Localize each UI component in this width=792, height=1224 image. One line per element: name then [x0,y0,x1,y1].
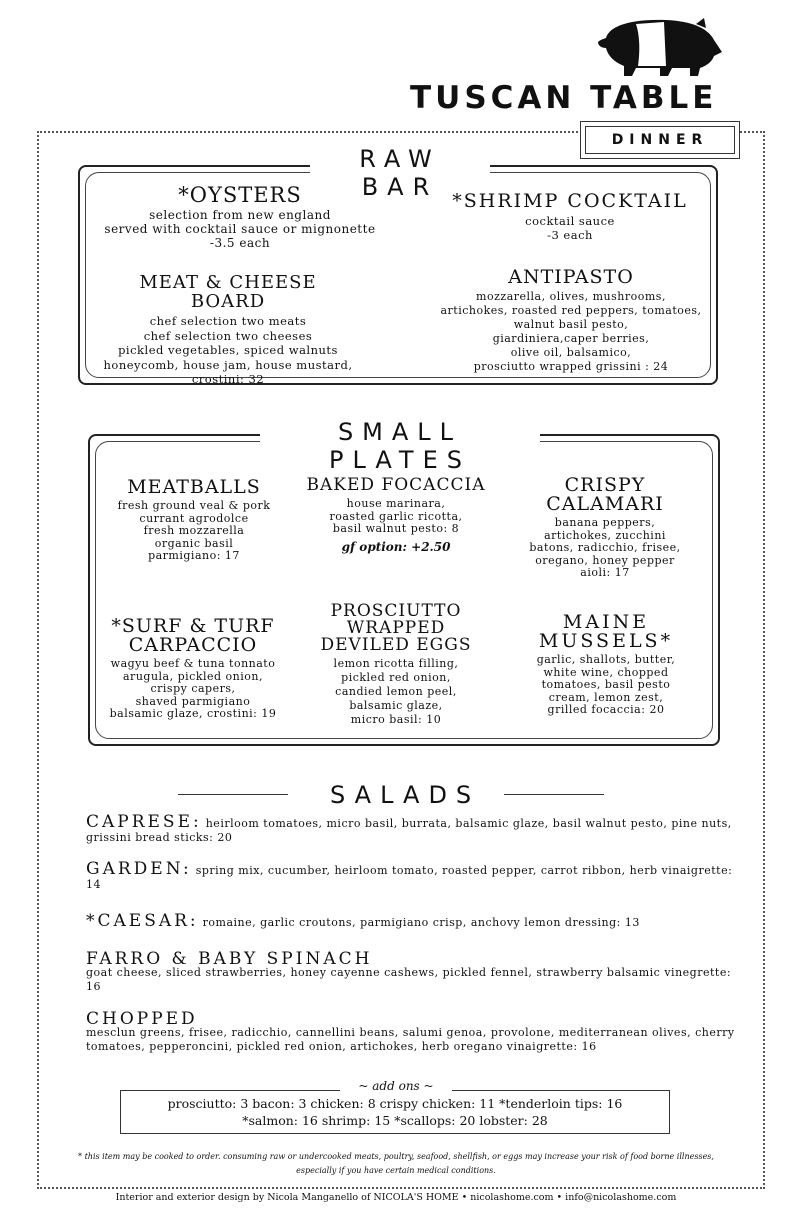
item-name: *SHRIMP COCKTAIL [452,190,688,212]
item-desc: fresh ground veal & pork currant agrodolce fresh mozzarella organic basil parmigiano: 17 [117,499,271,562]
salad-name: GARDEN: [86,859,192,879]
item-name: MEATBALLS [127,476,261,498]
item-desc: mozzarella, olives, mushrooms, artichokes, roasted red peppers, tomatoes, walnut basil pesto, giardiniera,caper berries, olive oil, balsamico, prosciutto wrapped grissini : 24 [440,290,702,373]
salad-desc: goat cheese, sliced strawberries, honey cayenne cashews, pickled fennel, strawberry balsamic vinegrette: 16 [86,966,732,993]
item-desc: garlic, shallots, butter, white wine, chopped tomatoes, basil pesto cream, lemon zest, grilled focaccia: 20 [536,653,676,716]
menu-item-baked-focaccia [296,476,496,554]
salads-rule-right [504,794,604,795]
item-desc: cocktail sauce -3 each [525,214,615,242]
design-credit-footer: Interior and exterior design by Nicola Manganello of NICOLA'S HOME • nicolashome.com • info@nicolashome.com [60,1192,732,1203]
add-ons-line-1: prosciutto: 3 bacon: 3 chicken: 8 crispy chicken: 11 *tenderloin tips: 16 [167,1096,623,1111]
add-ons-box [120,1090,670,1134]
item-desc: wagyu beef & tuna tonnato arugula, pickled onion, crispy capers, shaved parmigiano balsamic glaze, crostini: 19 [109,657,277,720]
item-name: BAKED FOCACCIA [306,475,486,495]
item-desc: selection from new england served with cocktail sauce or mignonette -3.5 each [104,208,376,250]
add-ons-line-2: *salmon: 16 shrimp: 15 *scallops: 20 lobster: 28 [242,1113,548,1128]
item-name: ANTIPASTO [508,266,634,288]
menu-item-maine-mussels [516,613,696,717]
add-ons-title: ~ add ons ~ [340,1079,452,1093]
salad-desc: mesclun greens, frisee, radicchio, cannellini beans, salumi genoa, provolone, mediterranean olives, cherry tomatoes, pepperoncini, pickled red onion, artichokes, herb oregano vinaigrette: 16 [86,1026,735,1053]
item-name: MEAT & CHEESE BOARD [139,272,317,312]
pig-logo-icon [596,16,724,78]
item-desc: lemon ricotta filling, pickled red onion, candied lemon peel, balsamic glaze, micro basil: 10 [333,657,459,726]
menu-item-meatballs [104,478,284,563]
menu-item-crispy-calamari [510,476,700,580]
menu-item-oysters [90,183,390,250]
item-name: *OYSTERS [178,183,302,207]
item-desc: house marinara, roasted garlic ricotta, basil walnut pesto: 8 [329,497,463,535]
menu-item-deviled-eggs [306,603,486,727]
salad-garden [86,859,736,892]
salads-rule-left [178,794,288,795]
salad-caesar [86,911,736,931]
salad-desc: spring mix, cucumber, heirloom tomato, roasted pepper, carrot ribbon, herb vinaigrette: 14 [86,864,733,891]
salad-chopped [86,1009,736,1054]
salad-name: FARRO & BABY SPINACH [86,949,373,969]
gf-option-note: gf option: +2.50 [341,539,451,554]
menu-type-label: DINNER [611,132,709,148]
menu-item-meat-cheese-board [90,273,366,387]
salad-desc: heirloom tomatoes, micro basil, burrata, balsamic glaze, basil walnut pesto, pine nuts, grissini bread sticks: 20 [86,817,732,844]
salad-caprese [86,812,736,845]
item-name: *SURF & TURF CARPACCIO [111,615,275,656]
small-plates-title: SMALL PLATES [260,418,540,474]
food-safety-disclaimer: * this item may be cooked to order. consuming raw or undercooked meats, poultry, seafood, shellfish, or eggs may increase your risk of food borne illnesses, especially if you have certain medical conditions. [78,1152,714,1175]
menu-item-shrimp-cocktail [420,192,720,242]
raw-bar-title: RAW BAR [310,145,490,201]
menu-item-antipasto [430,268,712,374]
salad-name: *CAESAR: [86,911,199,931]
salads-title: SALADS [320,781,480,809]
menu-type-badge [580,121,740,159]
item-desc: chef selection two meats chef selection two cheeses pickled vegetables, spiced walnuts honeycomb, house jam, house mustard, crostini: 32 [103,314,353,386]
brand-title: TUSCAN TABLE [410,80,718,116]
item-name: PROSCIUTTO WRAPPED DEVILED EGGS [320,601,472,655]
item-name: MAINE MUSSELS* [538,611,674,652]
salad-name: CHOPPED [86,1009,198,1029]
item-desc: banana peppers, artichokes, zucchini batons, radicchio, frisee, oregano, honey pepper aioli: 17 [529,516,681,579]
salad-farro-spinach [86,949,736,994]
salad-desc: romaine, garlic croutons, parmigiano crisp, anchovy lemon dressing: 13 [202,916,640,929]
salad-name: CAPRESE: [86,812,202,832]
item-name: CRISPY CALAMARI [546,474,664,515]
menu-item-surf-turf-carpaccio [100,617,286,721]
